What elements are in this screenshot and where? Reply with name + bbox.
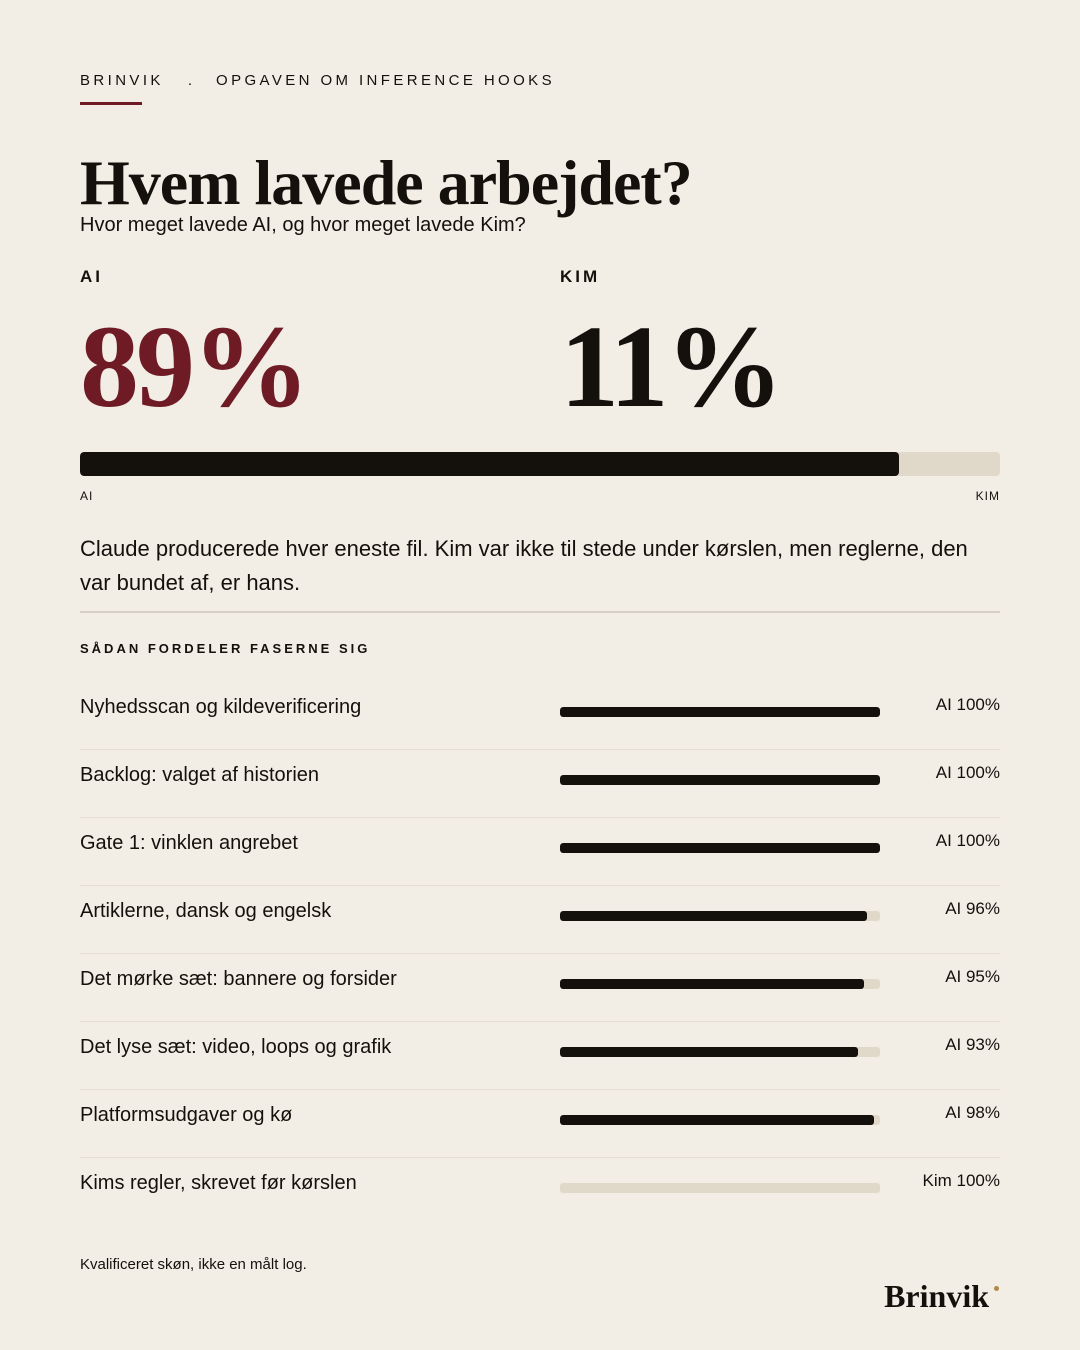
phase-share-label: AI 100% bbox=[935, 763, 1000, 782]
phase-name: Artiklerne, dansk og engelsk bbox=[80, 900, 332, 922]
phase-row bbox=[80, 886, 1000, 954]
eyebrow-separator: . bbox=[187, 72, 192, 89]
phase-name: Platformsudgaver og kø bbox=[80, 1104, 293, 1126]
phase-row bbox=[80, 1090, 1000, 1158]
kim-share-label: KIM bbox=[560, 267, 601, 286]
overall-split-ai-segment bbox=[80, 452, 899, 476]
eyebrow bbox=[80, 72, 555, 89]
lede-paragraph: Claude producerede hver eneste fil. Kim var ikke til stede under kørslen, men reglerne, den var bundet af, er hans. bbox=[80, 536, 968, 595]
phase-share-label: Kim 100% bbox=[922, 1171, 1000, 1190]
eyebrow-project: OPGAVEN OM INFERENCE HOOKS bbox=[216, 72, 555, 89]
phase-bar bbox=[560, 843, 880, 853]
page-title: Hvem lavede arbejdet? bbox=[80, 147, 692, 218]
phase-name: Det mørke sæt: bannere og forsider bbox=[80, 968, 397, 990]
phase-bar-track bbox=[560, 911, 880, 921]
phase-bar bbox=[560, 1115, 874, 1125]
phase-share-label: AI 100% bbox=[935, 695, 1000, 714]
phase-share-label: AI 95% bbox=[945, 967, 1000, 986]
overall-split-bar bbox=[80, 452, 1000, 476]
phase-bar bbox=[560, 1047, 858, 1057]
phase-share-label: AI 98% bbox=[945, 1103, 1000, 1122]
ai-share-label: AI bbox=[80, 267, 103, 286]
phase-name: Kims regler, skrevet før kørslen bbox=[80, 1172, 357, 1194]
kim-share-value: 11% bbox=[560, 301, 781, 432]
phase-bar bbox=[560, 707, 880, 717]
phase-bar-track bbox=[560, 1047, 880, 1057]
phase-name: Gate 1: vinklen angrebet bbox=[80, 832, 298, 854]
phase-row bbox=[80, 1022, 1000, 1090]
phase-bar bbox=[560, 775, 880, 785]
phase-name: Nyhedsscan og kildeverificering bbox=[80, 696, 362, 718]
eyebrow-brand: BRINVIK bbox=[80, 72, 164, 89]
phase-row bbox=[80, 818, 1000, 886]
phase-chart bbox=[80, 682, 1000, 1225]
brinvik-logo bbox=[884, 1278, 989, 1315]
phase-share-label: AI 96% bbox=[945, 899, 1000, 918]
phase-bar-track bbox=[560, 979, 880, 989]
phase-row bbox=[80, 954, 1000, 1022]
logo-wordmark: Brinvik bbox=[884, 1278, 989, 1314]
logo-dot bbox=[994, 1286, 999, 1291]
phase-bar bbox=[560, 911, 867, 921]
phase-bar bbox=[560, 979, 864, 989]
phase-name: Det lyse sæt: video, loops og grafik bbox=[80, 1036, 392, 1058]
phase-bar-track bbox=[560, 1183, 880, 1193]
ai-share-value: 89% bbox=[80, 301, 307, 432]
phase-name: Backlog: valget af historien bbox=[80, 764, 320, 786]
section-divider bbox=[80, 611, 1000, 613]
phase-bar-track bbox=[560, 775, 880, 785]
page-subtitle: Hvor meget lavede AI, og hvor meget lavede Kim? bbox=[80, 214, 526, 236]
phases-heading: SÅDAN FORDELER FASERNE SIG bbox=[80, 641, 371, 656]
phase-share-label: AI 93% bbox=[945, 1035, 1000, 1054]
split-bar-left-label: AI bbox=[80, 489, 94, 503]
footnote: Kvalificeret skøn, ikke en målt log. bbox=[80, 1256, 307, 1273]
phase-row bbox=[80, 750, 1000, 818]
phase-bar-track bbox=[560, 843, 880, 853]
phase-bar-track bbox=[560, 1115, 880, 1125]
phase-row bbox=[80, 682, 1000, 750]
phase-share-label: AI 100% bbox=[935, 831, 1000, 850]
split-bar-right-label: KIM bbox=[975, 489, 1000, 503]
phase-bar-track bbox=[560, 707, 880, 717]
infographic bbox=[80, 0, 1000, 1350]
eyebrow-underline bbox=[80, 102, 142, 105]
phase-row bbox=[80, 1158, 1000, 1225]
